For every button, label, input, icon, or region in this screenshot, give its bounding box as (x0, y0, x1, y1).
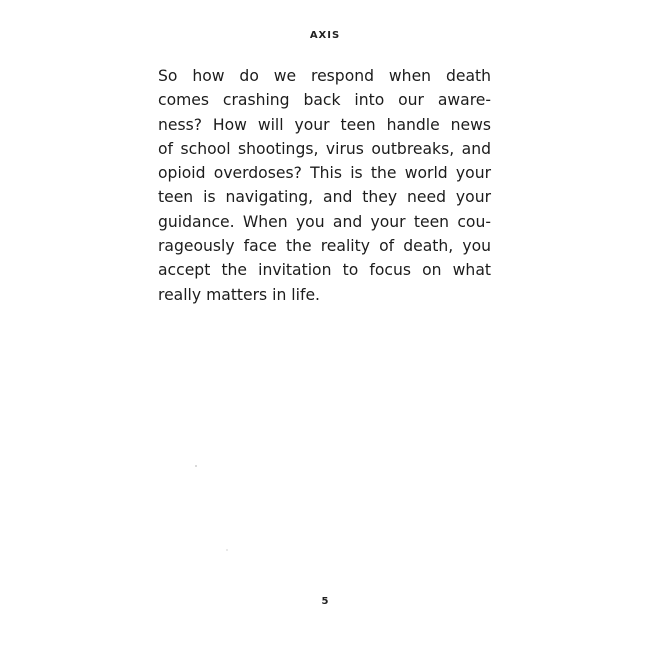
paragraph-line: accept the invitation to focus on what (158, 261, 491, 280)
running-head: AXIS (309, 30, 341, 41)
paragraph-line: really matters in life. (158, 285, 321, 304)
paragraph-line: teen is navigating, and they need your (158, 188, 491, 207)
page-number: 5 (321, 596, 329, 607)
paragraph-line: rageously face the reality of death, you (158, 237, 491, 256)
scan-speck (195, 465, 197, 467)
paragraph-line: So how do we respond when death (158, 67, 491, 85)
paragraph-line: ness? How will your teen handle news (158, 115, 491, 134)
paragraph-line: of school shootings, virus outbreaks, and (158, 139, 491, 158)
paragraph-line: opioid overdoses? This is the world your (158, 164, 491, 183)
scan-speck (226, 549, 228, 551)
paragraph-line: guidance. When you and your teen cou- (158, 212, 491, 231)
paragraph-line: comes crashing back into our aware- (158, 91, 491, 110)
body-paragraph (158, 64, 491, 307)
